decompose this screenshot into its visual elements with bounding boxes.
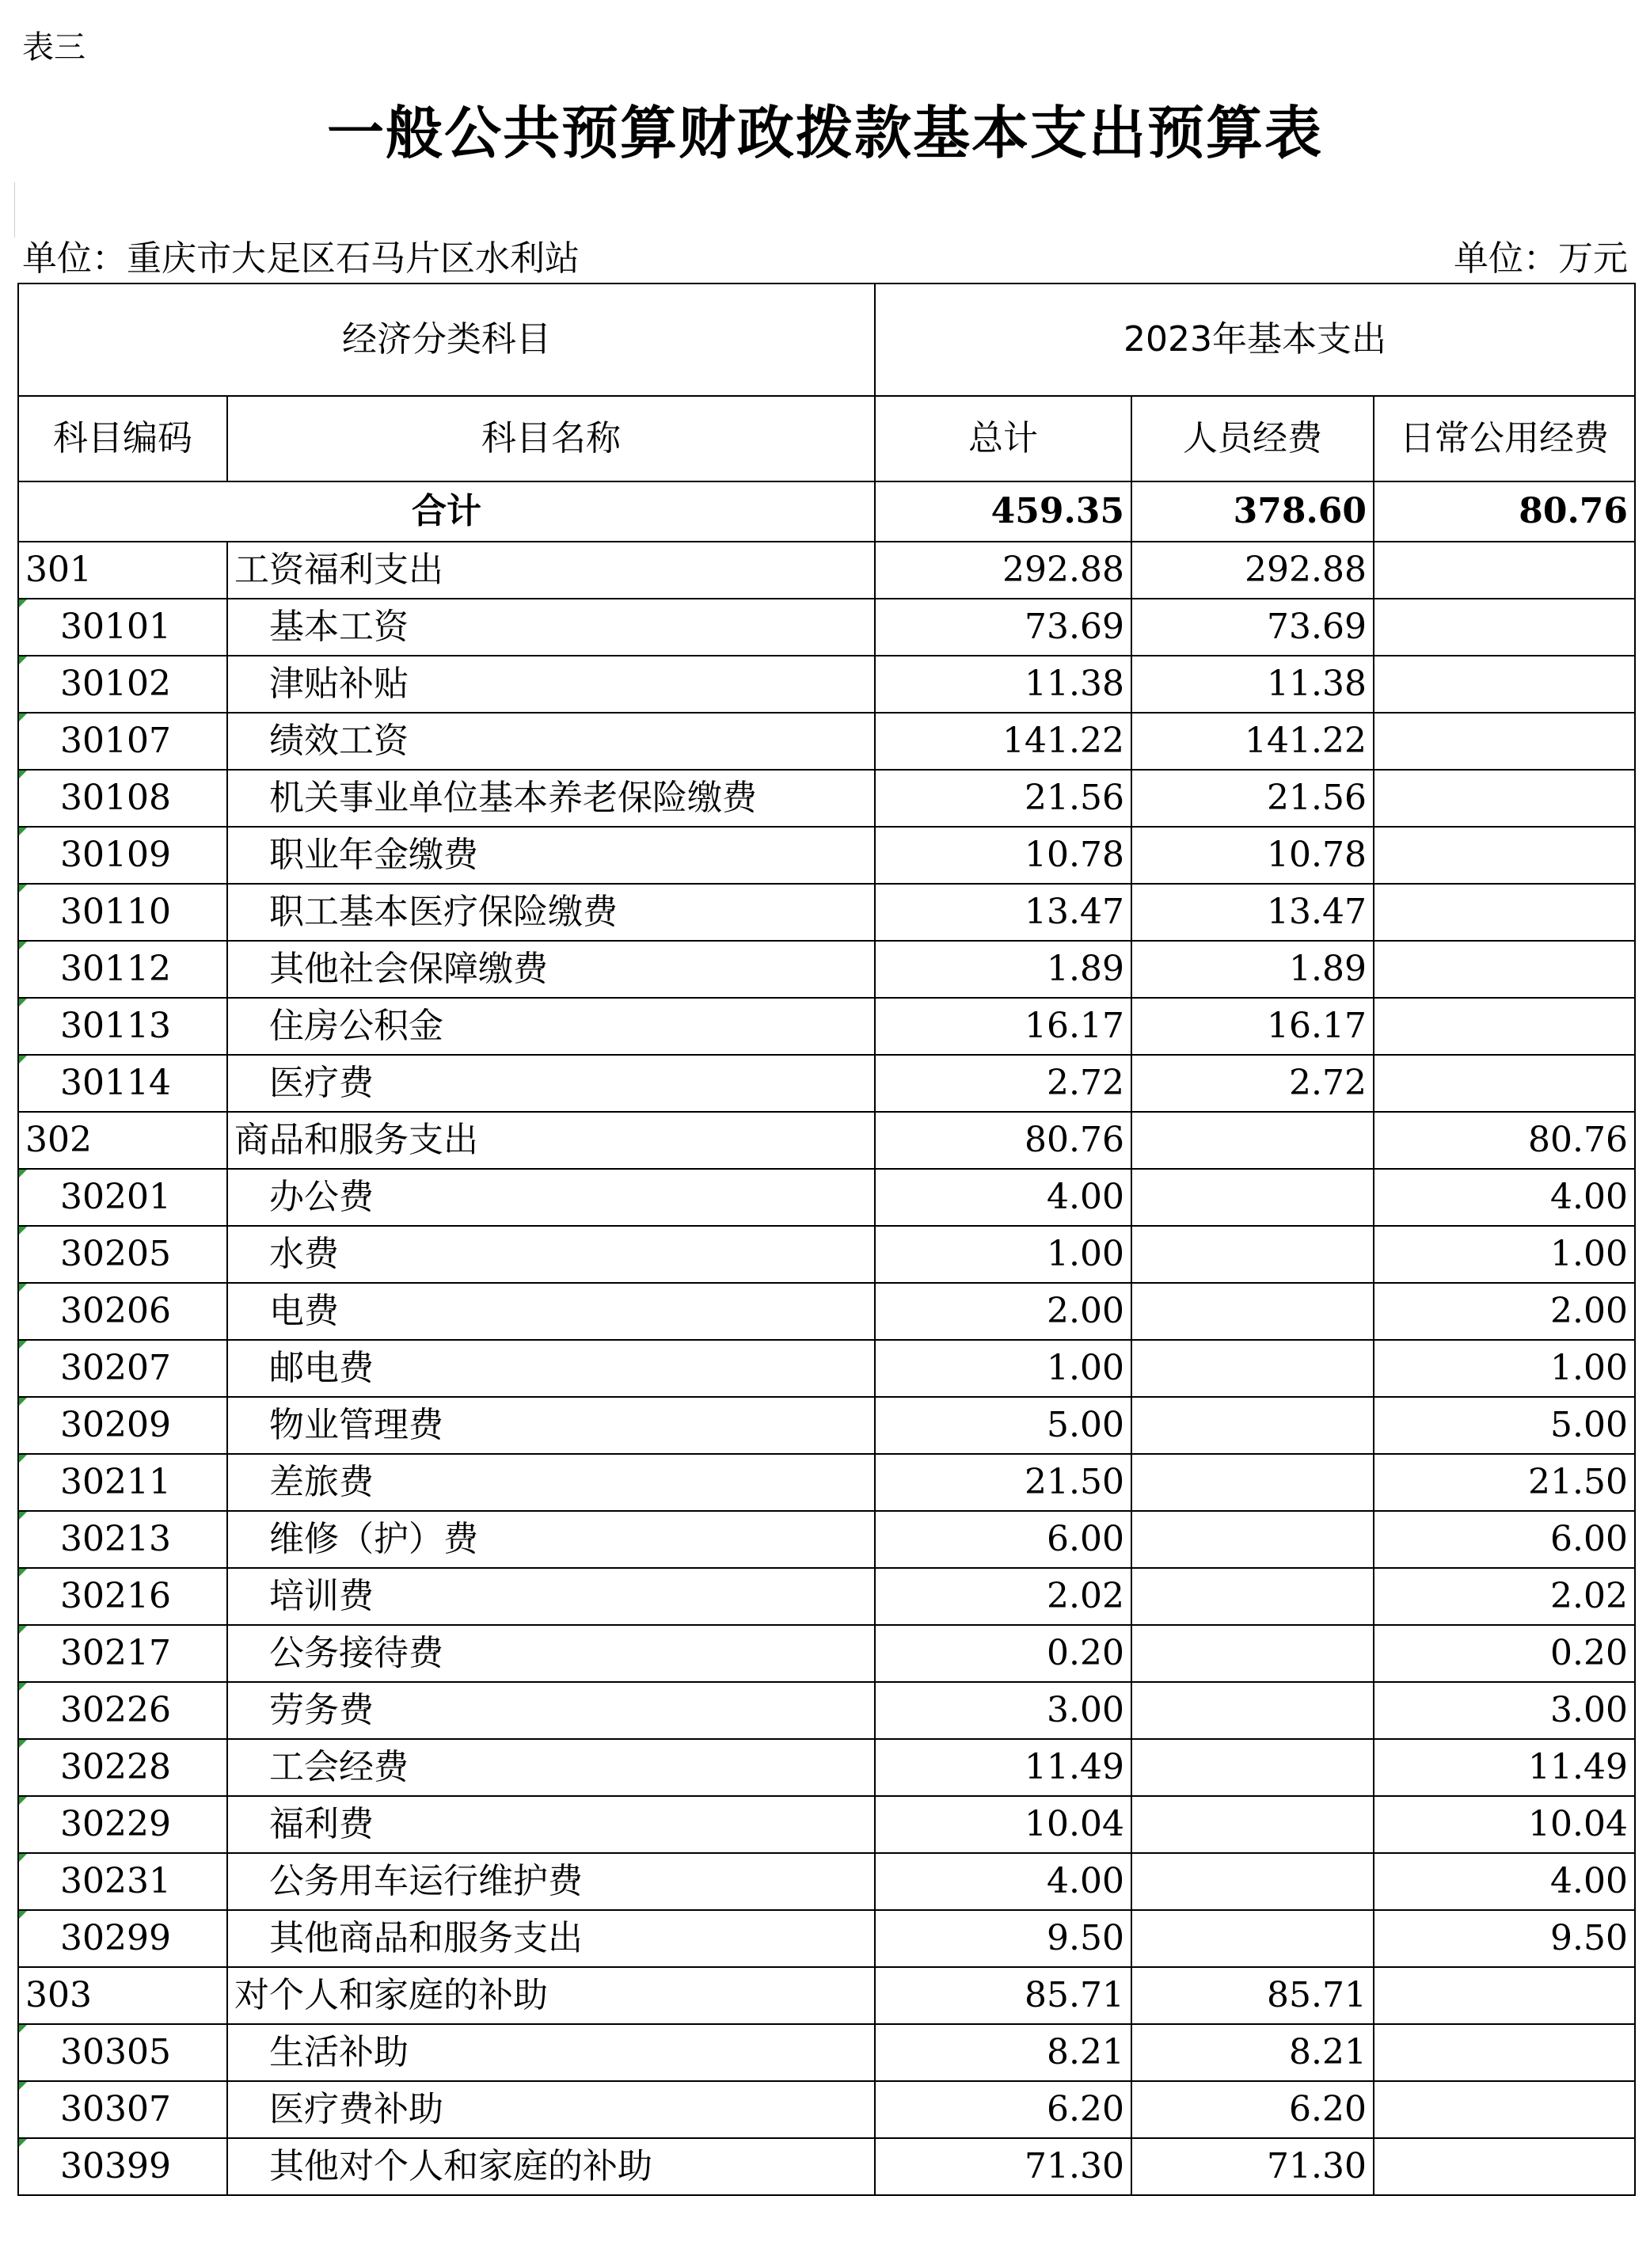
row-public: 3.00 bbox=[1374, 1682, 1635, 1739]
row-name: 职工基本医疗保险缴费 bbox=[227, 884, 875, 941]
row-code bbox=[18, 1682, 227, 1739]
row-code bbox=[18, 2138, 227, 2195]
cell-marker-icon bbox=[19, 599, 27, 607]
row-public: 1.00 bbox=[1374, 1226, 1635, 1283]
row-code bbox=[18, 2024, 227, 2081]
table-label: 表三 bbox=[22, 29, 86, 66]
row-code: 302 bbox=[18, 1112, 227, 1169]
table-row bbox=[18, 884, 1635, 941]
row-personnel bbox=[1131, 1568, 1374, 1625]
row-total: 6.20 bbox=[875, 2081, 1131, 2138]
row-personnel bbox=[1131, 1682, 1374, 1739]
cell-marker-icon bbox=[19, 942, 27, 949]
table-row bbox=[18, 1055, 1635, 1112]
total-row bbox=[18, 481, 1635, 542]
table-row bbox=[18, 1796, 1635, 1853]
row-name: 医疗费 bbox=[227, 1055, 875, 1112]
table-row bbox=[18, 2138, 1635, 2195]
table-row bbox=[18, 599, 1635, 656]
row-personnel: 85.71 bbox=[1131, 1967, 1374, 2024]
row-code-text: 30211 bbox=[60, 1462, 171, 1502]
cell-marker-icon bbox=[19, 1341, 27, 1349]
row-code-text: 30307 bbox=[60, 2089, 171, 2129]
row-code bbox=[18, 1796, 227, 1853]
row-total: 2.02 bbox=[875, 1568, 1131, 1625]
cell-marker-icon bbox=[19, 714, 27, 721]
row-code: 301 bbox=[18, 542, 227, 599]
row-code bbox=[18, 827, 227, 884]
row-name: 电费 bbox=[227, 1283, 875, 1340]
row-code-text: 30205 bbox=[60, 1234, 171, 1274]
row-personnel bbox=[1131, 1112, 1374, 1169]
row-personnel: 2.72 bbox=[1131, 1055, 1374, 1112]
table-row bbox=[18, 1853, 1635, 1910]
header-row-2 bbox=[18, 396, 1635, 481]
row-name: 差旅费 bbox=[227, 1454, 875, 1511]
row-code-text: 30113 bbox=[60, 1006, 171, 1046]
row-personnel bbox=[1131, 1910, 1374, 1967]
row-personnel: 16.17 bbox=[1131, 998, 1374, 1055]
row-public: 11.49 bbox=[1374, 1739, 1635, 1796]
row-personnel bbox=[1131, 1625, 1374, 1682]
row-code-text: 30213 bbox=[60, 1519, 171, 1559]
cell-marker-icon bbox=[19, 1626, 27, 1634]
table-row bbox=[18, 1910, 1635, 1967]
row-total: 0.20 bbox=[875, 1625, 1131, 1682]
row-personnel: 73.69 bbox=[1131, 599, 1374, 656]
row-personnel bbox=[1131, 1226, 1374, 1283]
row-personnel bbox=[1131, 1796, 1374, 1853]
row-name: 劳务费 bbox=[227, 1682, 875, 1739]
cell-marker-icon bbox=[19, 1740, 27, 1748]
row-personnel: 21.56 bbox=[1131, 770, 1374, 827]
row-total: 1.00 bbox=[875, 1226, 1131, 1283]
row-total: 3.00 bbox=[875, 1682, 1131, 1739]
row-public bbox=[1374, 827, 1635, 884]
row-code bbox=[18, 599, 227, 656]
row-name: 医疗费补助 bbox=[227, 2081, 875, 2138]
table-row bbox=[18, 1112, 1635, 1169]
table-row bbox=[18, 2024, 1635, 2081]
cell-marker-icon bbox=[19, 1398, 27, 1406]
table-row bbox=[18, 1226, 1635, 1283]
row-total: 2.72 bbox=[875, 1055, 1131, 1112]
row-total: 71.30 bbox=[875, 2138, 1131, 2195]
row-code bbox=[18, 2081, 227, 2138]
row-name: 基本工资 bbox=[227, 599, 875, 656]
row-total: 13.47 bbox=[875, 884, 1131, 941]
row-total: 141.22 bbox=[875, 713, 1131, 770]
table-row bbox=[18, 1340, 1635, 1397]
row-total: 10.78 bbox=[875, 827, 1131, 884]
row-public: 21.50 bbox=[1374, 1454, 1635, 1511]
row-code-text: 30102 bbox=[60, 664, 171, 704]
row-name: 物业管理费 bbox=[227, 1397, 875, 1454]
row-public: 10.04 bbox=[1374, 1796, 1635, 1853]
row-public bbox=[1374, 599, 1635, 656]
cell-marker-icon bbox=[19, 1911, 27, 1919]
page-title: 一般公共预算财政拨款基本支出预算表 bbox=[326, 100, 1323, 166]
row-code bbox=[18, 1511, 227, 1568]
row-code-text: 30228 bbox=[60, 1747, 171, 1787]
table-row bbox=[18, 941, 1635, 998]
row-name: 住房公积金 bbox=[227, 998, 875, 1055]
row-total: 11.38 bbox=[875, 656, 1131, 713]
cell-marker-icon bbox=[19, 999, 27, 1007]
total-public: 80.76 bbox=[1374, 481, 1635, 542]
table-row bbox=[18, 1454, 1635, 1511]
row-personnel: 292.88 bbox=[1131, 542, 1374, 599]
row-code-text: 30229 bbox=[60, 1804, 171, 1844]
row-personnel: 11.38 bbox=[1131, 656, 1374, 713]
row-name: 机关事业单位基本养老保险缴费 bbox=[227, 770, 875, 827]
row-public bbox=[1374, 884, 1635, 941]
row-code bbox=[18, 1226, 227, 1283]
row-public bbox=[1374, 941, 1635, 998]
row-code-text: 30207 bbox=[60, 1348, 171, 1388]
row-total: 80.76 bbox=[875, 1112, 1131, 1169]
row-code bbox=[18, 1853, 227, 1910]
row-code-text: 30206 bbox=[60, 1291, 171, 1331]
row-code bbox=[18, 1739, 227, 1796]
cell-marker-icon bbox=[19, 1683, 27, 1691]
row-code bbox=[18, 941, 227, 998]
row-code-text: 30114 bbox=[60, 1063, 171, 1103]
row-public bbox=[1374, 1967, 1635, 2024]
table-row bbox=[18, 1283, 1635, 1340]
row-public bbox=[1374, 2138, 1635, 2195]
table-row bbox=[18, 770, 1635, 827]
row-public: 2.00 bbox=[1374, 1283, 1635, 1340]
row-name: 生活补助 bbox=[227, 2024, 875, 2081]
cell-marker-icon bbox=[19, 1056, 27, 1064]
row-public bbox=[1374, 2024, 1635, 2081]
row-code bbox=[18, 1340, 227, 1397]
cell-marker-icon bbox=[19, 1797, 27, 1805]
row-code bbox=[18, 884, 227, 941]
row-public: 6.00 bbox=[1374, 1511, 1635, 1568]
cell-marker-icon bbox=[19, 656, 27, 664]
row-public: 9.50 bbox=[1374, 1910, 1635, 1967]
row-personnel: 1.89 bbox=[1131, 941, 1374, 998]
row-name: 其他社会保障缴费 bbox=[227, 941, 875, 998]
row-code-text: 30299 bbox=[60, 1918, 171, 1958]
row-public: 0.20 bbox=[1374, 1625, 1635, 1682]
cell-marker-icon bbox=[19, 885, 27, 892]
row-code-text: 30108 bbox=[60, 778, 171, 818]
row-total: 8.21 bbox=[875, 2024, 1131, 2081]
unit-organization: 单位：重庆市大足区石马片区水利站 bbox=[22, 238, 580, 279]
row-code-text: 30110 bbox=[60, 892, 171, 932]
table-row bbox=[18, 827, 1635, 884]
row-public: 5.00 bbox=[1374, 1397, 1635, 1454]
row-total: 9.50 bbox=[875, 1910, 1131, 1967]
row-name: 工会经费 bbox=[227, 1739, 875, 1796]
row-total: 10.04 bbox=[875, 1796, 1131, 1853]
cell-marker-icon bbox=[19, 2082, 27, 2090]
cell-marker-icon bbox=[19, 1854, 27, 1862]
row-personnel bbox=[1131, 1739, 1374, 1796]
cell-marker-icon bbox=[19, 828, 27, 835]
row-code-text: 30107 bbox=[60, 721, 171, 761]
row-code bbox=[18, 1625, 227, 1682]
row-code-text: 30399 bbox=[60, 2146, 171, 2186]
row-code bbox=[18, 1055, 227, 1112]
total-total: 459.35 bbox=[875, 481, 1131, 542]
table-row bbox=[18, 1568, 1635, 1625]
cell-marker-icon bbox=[19, 771, 27, 778]
row-code bbox=[18, 1910, 227, 1967]
table-row bbox=[18, 998, 1635, 1055]
row-code bbox=[18, 1283, 227, 1340]
row-code-text: 30231 bbox=[60, 1861, 171, 1901]
row-total: 1.00 bbox=[875, 1340, 1131, 1397]
sheet-guide-line bbox=[14, 182, 15, 238]
row-public: 4.00 bbox=[1374, 1169, 1635, 1226]
row-public: 4.00 bbox=[1374, 1853, 1635, 1910]
row-name: 水费 bbox=[227, 1226, 875, 1283]
row-code-text: 30226 bbox=[60, 1690, 171, 1730]
header-personnel: 人员经费 bbox=[1131, 396, 1374, 481]
table-row bbox=[18, 1169, 1635, 1226]
row-name: 其他商品和服务支出 bbox=[227, 1910, 875, 1967]
row-personnel: 10.78 bbox=[1131, 827, 1374, 884]
row-personnel: 13.47 bbox=[1131, 884, 1374, 941]
header-econ-class: 经济分类科目 bbox=[18, 284, 875, 396]
cell-marker-icon bbox=[19, 2139, 27, 2147]
row-total: 21.50 bbox=[875, 1454, 1131, 1511]
row-code-text: 30209 bbox=[60, 1405, 171, 1445]
row-code bbox=[18, 656, 227, 713]
row-name: 公务接待费 bbox=[227, 1625, 875, 1682]
cell-marker-icon bbox=[19, 1569, 27, 1577]
row-total: 2.00 bbox=[875, 1283, 1131, 1340]
row-personnel: 71.30 bbox=[1131, 2138, 1374, 2195]
table-row bbox=[18, 1397, 1635, 1454]
total-label: 合计 bbox=[18, 481, 875, 542]
cell-marker-icon bbox=[19, 1512, 27, 1520]
row-name: 职业年金缴费 bbox=[227, 827, 875, 884]
row-name: 邮电费 bbox=[227, 1340, 875, 1397]
header-year-expense: 2023年基本支出 bbox=[875, 284, 1635, 396]
cell-marker-icon bbox=[19, 1455, 27, 1463]
row-personnel bbox=[1131, 1511, 1374, 1568]
budget-table-body bbox=[18, 284, 1635, 2195]
header-total: 总计 bbox=[875, 396, 1131, 481]
unit-currency: 单位：万元 bbox=[1454, 238, 1628, 279]
row-name: 培训费 bbox=[227, 1568, 875, 1625]
table-row bbox=[18, 713, 1635, 770]
row-total: 16.17 bbox=[875, 998, 1131, 1055]
row-personnel bbox=[1131, 1397, 1374, 1454]
row-total: 85.71 bbox=[875, 1967, 1131, 2024]
row-total: 4.00 bbox=[875, 1169, 1131, 1226]
row-code: 303 bbox=[18, 1967, 227, 2024]
row-public bbox=[1374, 2081, 1635, 2138]
row-personnel: 6.20 bbox=[1131, 2081, 1374, 2138]
row-name: 绩效工资 bbox=[227, 713, 875, 770]
row-name: 商品和服务支出 bbox=[227, 1112, 875, 1169]
row-code bbox=[18, 770, 227, 827]
row-total: 21.56 bbox=[875, 770, 1131, 827]
row-code bbox=[18, 713, 227, 770]
cell-marker-icon bbox=[19, 1170, 27, 1178]
table-row bbox=[18, 542, 1635, 599]
row-code bbox=[18, 1454, 227, 1511]
row-name: 其他对个人和家庭的补助 bbox=[227, 2138, 875, 2195]
row-code-text: 30217 bbox=[60, 1633, 171, 1673]
row-total: 5.00 bbox=[875, 1397, 1131, 1454]
table-row bbox=[18, 656, 1635, 713]
row-public bbox=[1374, 998, 1635, 1055]
row-public: 80.76 bbox=[1374, 1112, 1635, 1169]
row-code-text: 30305 bbox=[60, 2032, 171, 2072]
row-public bbox=[1374, 1055, 1635, 1112]
row-name: 办公费 bbox=[227, 1169, 875, 1226]
header-code: 科目编码 bbox=[18, 396, 227, 481]
row-public bbox=[1374, 542, 1635, 599]
row-personnel: 8.21 bbox=[1131, 2024, 1374, 2081]
row-personnel bbox=[1131, 1853, 1374, 1910]
total-personnel: 378.60 bbox=[1131, 481, 1374, 542]
row-personnel: 141.22 bbox=[1131, 713, 1374, 770]
table-row bbox=[18, 1511, 1635, 1568]
header-public: 日常公用经费 bbox=[1374, 396, 1635, 481]
row-total: 6.00 bbox=[875, 1511, 1131, 1568]
cell-marker-icon bbox=[19, 1284, 27, 1292]
row-total: 73.69 bbox=[875, 599, 1131, 656]
budget-table bbox=[17, 283, 1636, 2196]
table-row bbox=[18, 1739, 1635, 1796]
row-personnel bbox=[1131, 1169, 1374, 1226]
row-name: 津贴补贴 bbox=[227, 656, 875, 713]
row-code-text: 30216 bbox=[60, 1576, 171, 1616]
row-name: 维修（护）费 bbox=[227, 1511, 875, 1568]
row-name: 公务用车运行维护费 bbox=[227, 1853, 875, 1910]
row-public: 1.00 bbox=[1374, 1340, 1635, 1397]
row-total: 292.88 bbox=[875, 542, 1131, 599]
row-public: 2.02 bbox=[1374, 1568, 1635, 1625]
row-code bbox=[18, 1397, 227, 1454]
row-public bbox=[1374, 656, 1635, 713]
row-code-text: 30101 bbox=[60, 607, 171, 647]
row-name: 福利费 bbox=[227, 1796, 875, 1853]
row-code bbox=[18, 1169, 227, 1226]
cell-marker-icon bbox=[19, 2025, 27, 2033]
row-total: 11.49 bbox=[875, 1739, 1131, 1796]
row-personnel bbox=[1131, 1340, 1374, 1397]
row-total: 1.89 bbox=[875, 941, 1131, 998]
row-personnel bbox=[1131, 1283, 1374, 1340]
row-code-text: 30109 bbox=[60, 835, 171, 875]
table-row bbox=[18, 2081, 1635, 2138]
row-code bbox=[18, 998, 227, 1055]
row-code bbox=[18, 1568, 227, 1625]
table-row bbox=[18, 1967, 1635, 2024]
row-name: 对个人和家庭的补助 bbox=[227, 1967, 875, 2024]
row-name: 工资福利支出 bbox=[227, 542, 875, 599]
row-public bbox=[1374, 713, 1635, 770]
table-row bbox=[18, 1625, 1635, 1682]
table-row bbox=[18, 1682, 1635, 1739]
row-personnel bbox=[1131, 1454, 1374, 1511]
cell-marker-icon bbox=[19, 1227, 27, 1235]
row-code-text: 30201 bbox=[60, 1177, 171, 1217]
row-total: 4.00 bbox=[875, 1853, 1131, 1910]
row-code-text: 30112 bbox=[60, 949, 171, 989]
header-name: 科目名称 bbox=[227, 396, 875, 481]
row-public bbox=[1374, 770, 1635, 827]
header-row-1 bbox=[18, 284, 1635, 396]
